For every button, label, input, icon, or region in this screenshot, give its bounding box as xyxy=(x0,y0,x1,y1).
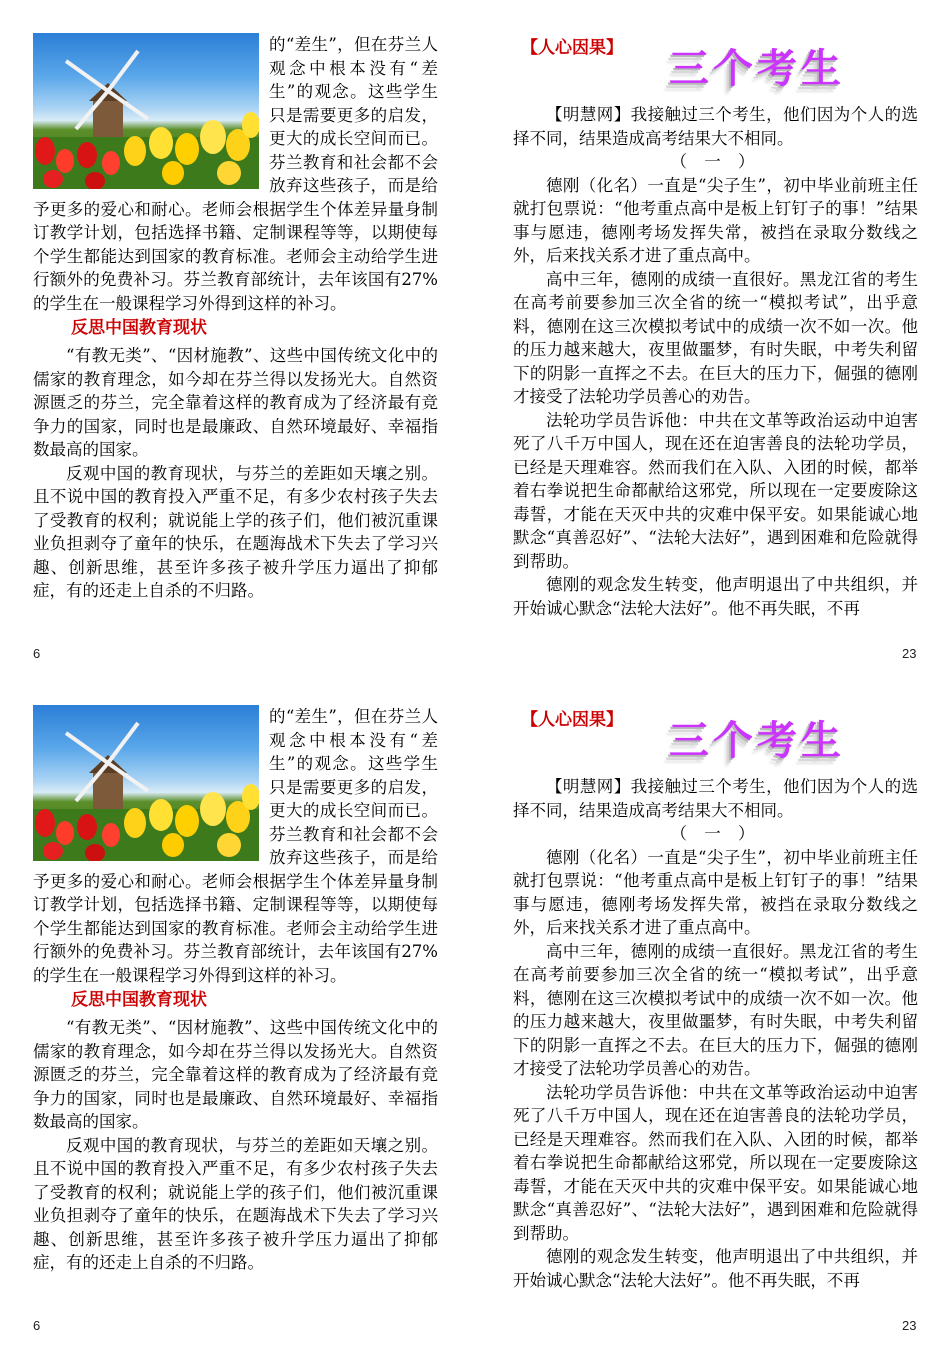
page-number-left: 6 xyxy=(33,1318,41,1333)
right-paragraph-4: 德刚的观念发生转变，他声明退出了中共组织，并开始诚心默念“法轮大法好”。他不再失眠，不再 xyxy=(513,575,918,618)
article-title: 三个考生 xyxy=(669,46,845,92)
right-intro: 【明慧网】我接触过三个考生，他们因为个人的选择不同，结果造成高考结果大不相同。 xyxy=(513,777,918,820)
article-title: 三个考生 xyxy=(669,718,845,764)
right-paragraph-1: 德刚（化名）一直是“尖子生”，初中毕业前班主任就打包票说：“他考重点高中是板上钉钉子的事！”结果事与愿违，德刚考场发挥失常，被挡在录取分数线之外，后来找关系才进了重点高中。 xyxy=(513,175,918,265)
left-page xyxy=(33,705,438,1275)
part-marker: （ 一 ） xyxy=(670,824,761,843)
page-number-left: 6 xyxy=(33,646,41,661)
section-tag: 【人心因果】 xyxy=(521,38,623,58)
part-marker: （ 一 ） xyxy=(670,152,761,171)
left-paragraph-1: “有教无类”、“因材施教”、这些中国传统文化中的儒家的教育理念，如今却在芬兰得以发扬光大。自然资源匮乏的芬兰，完全靠着这样的教育成为了经济最有竞争力的国家，同时也是最廉政、自然环境最好、幸福指数最高的国家。 xyxy=(33,346,438,459)
page-number-right: 23 xyxy=(902,646,917,661)
right-page xyxy=(513,33,918,620)
left-paragraph-2: 反观中国的教育现状，与芬兰的差距如天壤之别。且不说中国的教育投入严重不足，有多少农村孩子失去了受教育的权利；就说能上学的孩子们，他们被沉重课业负担剥夺了童年的快乐，在题海战术下失去了学习兴趣、创新思维，甚至许多孩子被升学压力逼出了抑郁症，有的还走上自杀的不归路。 xyxy=(33,463,438,600)
right-page xyxy=(513,705,918,1292)
right-paragraph-4: 德刚的观念发生转变，他声明退出了中共组织，并开始诚心默念“法轮大法好”。他不再失眠，不再 xyxy=(513,1247,918,1290)
left-page xyxy=(33,33,438,603)
article-header xyxy=(513,705,918,775)
left-paragraph-1: “有教无类”、“因材施教”、这些中国传统文化中的儒家的教育理念，如今却在芬兰得以发扬光大。自然资源匮乏的芬兰，完全靠着这样的教育成为了经济最有竞争力的国家，同时也是最廉政、自然环境最好、幸福指数最高的国家。 xyxy=(33,1018,438,1131)
section-tag: 【人心因果】 xyxy=(521,710,623,730)
right-paragraph-2: 高中三年，德刚的成绩一直很好。黑龙江省的考生在高考前要参加三次全省的统一“模拟考试”，出乎意料，德刚在这三次模拟考试中的成绩一次不如一次。他的压力越来越大，夜里做噩梦，有时失眠，中考失利留下的阴影一直挥之不去。在巨大的压力下，倔强的德刚才接受了法轮功学员善心的劝告。 xyxy=(513,269,918,406)
section-title-china-education: 反思中国教育现状 xyxy=(71,990,207,1010)
section-title-china-education: 反思中国教育现状 xyxy=(71,318,207,338)
right-paragraph-1: 德刚（化名）一直是“尖子生”，初中毕业前班主任就打包票说：“他考重点高中是板上钉钉子的事！”结果事与愿违，德刚考场发挥失常，被挡在录取分数线之外，后来找关系才进了重点高中。 xyxy=(513,847,918,937)
page-spread-bottom xyxy=(0,672,950,1344)
right-paragraph-2: 高中三年，德刚的成绩一直很好。黑龙江省的考生在高考前要参加三次全省的统一“模拟考试”，出乎意料，德刚在这三次模拟考试中的成绩一次不如一次。他的压力越来越大，夜里做噩梦，有时失眠，中考失利留下的阴影一直挥之不去。在巨大的压力下，倔强的德刚才接受了法轮功学员善心的劝告。 xyxy=(513,941,918,1078)
windmill-tulips-image xyxy=(33,33,259,189)
page-number-right: 23 xyxy=(902,1318,917,1333)
left-intro-text: 的“差生”，但在芬兰人观念中根本没有“差生”的观念。这些学生只是需要更多的启发，更大的成长空间而已。芬兰教育和社会都不会放弃这些孩子，而是给予更多的爱心和耐心。老师会根据学生个体差异量身制订教学计划，包括选择书籍、定制课程等等，以期使每个学生都能达到国家的教育标准。老师会主动给学生进行额外的免费补习。芬兰教育部统计，去年该国有27%的学生在一般课程学习外得到这样的补习。 xyxy=(33,35,438,313)
article-header xyxy=(513,33,918,103)
right-paragraph-3: 法轮功学员告诉他：中共在文革等政治运动中迫害死了八千万中国人，现在还在迫害善良的法轮功学员，已经是天理难容。然而我们在入队、入团的时候，都举着右拳说把生命都献给这邪党，所以现在一定要废除这毒誓，才能在天灭中共的灾难中保平安。如果能诚心地默念“真善忍好”、“法轮大法好”，遇到困难和危险就得到帮助。 xyxy=(513,410,918,571)
right-paragraph-3: 法轮功学员告诉他：中共在文革等政治运动中迫害死了八千万中国人，现在还在迫害善良的法轮功学员，已经是天理难容。然而我们在入队、入团的时候，都举着右拳说把生命都献给这邪党，所以现在一定要废除这毒誓，才能在天灭中共的灾难中保平安。如果能诚心地默念“真善忍好”、“法轮大法好”，遇到困难和危险就得到帮助。 xyxy=(513,1082,918,1243)
windmill-tulips-image xyxy=(33,705,259,861)
left-paragraph-2: 反观中国的教育现状，与芬兰的差距如天壤之别。且不说中国的教育投入严重不足，有多少农村孩子失去了受教育的权利；就说能上学的孩子们，他们被沉重课业负担剥夺了童年的快乐，在题海战术下失去了学习兴趣、创新思维，甚至许多孩子被升学压力逼出了抑郁症，有的还走上自杀的不归路。 xyxy=(33,1135,438,1272)
right-intro: 【明慧网】我接触过三个考生，他们因为个人的选择不同，结果造成高考结果大不相同。 xyxy=(513,105,918,148)
left-intro-text: 的“差生”，但在芬兰人观念中根本没有“差生”的观念。这些学生只是需要更多的启发，更大的成长空间而已。芬兰教育和社会都不会放弃这些孩子，而是给予更多的爱心和耐心。老师会根据学生个体差异量身制订教学计划，包括选择书籍、定制课程等等，以期使每个学生都能达到国家的教育标准。老师会主动给学生进行额外的免费补习。芬兰教育部统计，去年该国有27%的学生在一般课程学习外得到这样的补习。 xyxy=(33,707,438,985)
page-spread-top xyxy=(0,0,950,672)
